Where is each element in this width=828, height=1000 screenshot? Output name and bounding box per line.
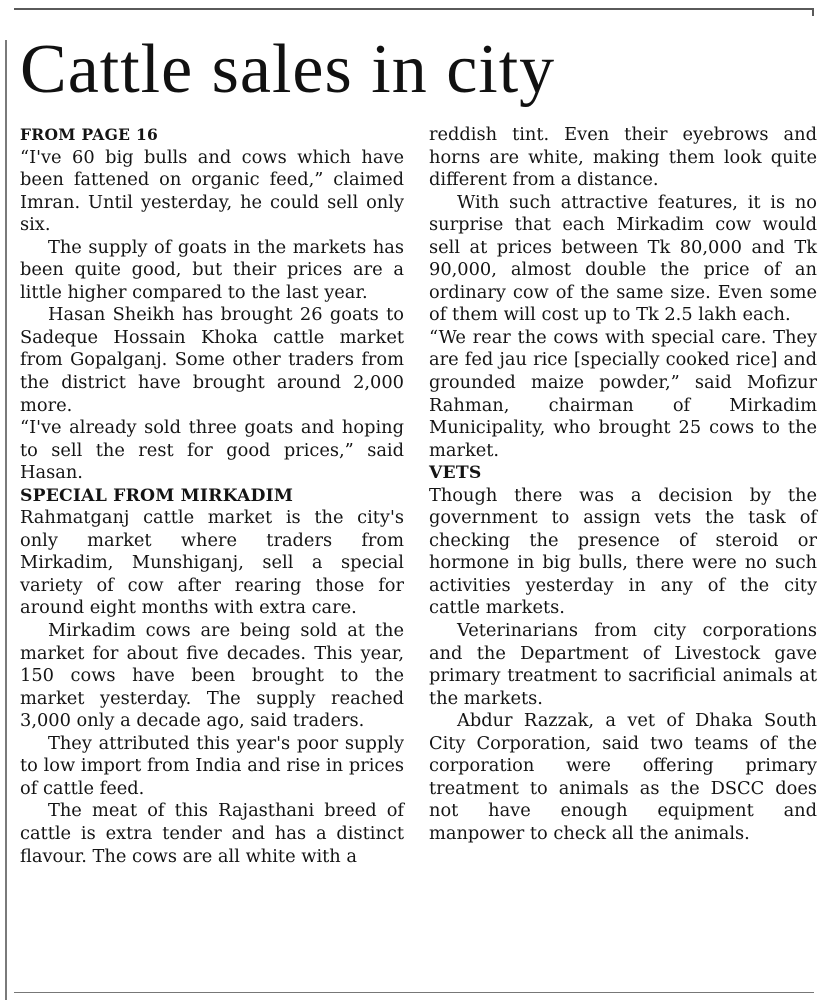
paragraph-rajasthani-breed: The meat of this Rajasthani breed of cattle is extra tender and has a distinct flavour. The cows are all white with a: [20, 800, 404, 867]
paragraph-hasan-quote: “I've already sold three goats and hoping to sell the rest for good prices,” said Hasan.: [20, 417, 404, 484]
top-rule: [14, 8, 814, 10]
paragraph-mirkadim-decades: Mirkadim cows are being sold at the market for about five decades. This year, 150 cows have been brought to the market yesterday. The supply reached 3,000 only a decade ago, said traders.: [20, 620, 404, 732]
paragraph-poor-supply: They attributed this year's poor supply to low import from India and rise in prices of cattle feed.: [20, 732, 404, 799]
article-column-left: [20, 124, 404, 868]
paragraph-reddish-tint: reddish tint. Even their eyebrows and horns are white, making them look quite different from a distance.: [429, 124, 817, 191]
paragraph-abdur-razzak: Abdur Razzak, a vet of Dhaka South City Corporation, said two teams of the corporation were offering primary treatment to animals as the DSCC does not have enough equipment and manpower to check all the animals.: [429, 710, 817, 844]
headline: Cattle sales in city: [20, 31, 556, 108]
top-rule-tick: [812, 8, 814, 16]
article-column-right: [429, 124, 817, 846]
paragraph-goat-supply: The supply of goats in the markets has been quite good, but their prices are a little higher compared to the last year.: [20, 236, 404, 303]
paragraph-vets-decision: Though there was a decision by the government to assign vets the task of checking the presence of steroid or hormone in big bulls, there were no such activities yesterday in any of the city cattle markets.: [429, 484, 817, 619]
paragraph-rahmatganj: Rahmatganj cattle market is the city's only market where traders from Mirkadim, Munshiganj, sell a special variety of cow after rearing those for around eight months with extra care.: [20, 507, 404, 619]
paragraph-veterinarians: Veterinarians from city corporations and the Department of Livestock gave primary treatment to sacrificial animals at the markets.: [429, 620, 817, 709]
paragraph-imran-quote: “I've 60 big bulls and cows which have been fattened on organic feed,” claimed Imran. Until yesterday, he could sell only six.: [20, 146, 404, 236]
paragraph-hasan-sheikh: Hasan Sheikh has brought 26 goats to Sadeque Hossain Khoka cattle market from Gopalganj. Some other traders from the district have brought around 2,000 more.: [20, 304, 404, 416]
subhead-vets: VETS: [429, 463, 482, 484]
kicker-from-page: FROM PAGE 16: [20, 125, 159, 144]
bottom-rule: [14, 992, 814, 993]
paragraph-prices: With such attractive features, it is no surprise that each Mirkadim cow would sell at prices between Tk 80,000 and Tk 90,000, almost double the price of an ordinary cow of the same size. Even some of them will cost up to Tk 2.5 lakh each.: [429, 191, 817, 326]
paragraph-mofizur-quote: “We rear the cows with special care. They are fed jau rice [specially cooked rice] and grounded maize powder,” said Mofizur Rahman, chairman of Mirkadim Municipality, who brought 25 cows to the market.: [429, 326, 817, 461]
subhead-special-from-mirkadim: SPECIAL FROM MIRKADIM: [20, 485, 294, 506]
left-rule: [5, 40, 7, 1000]
